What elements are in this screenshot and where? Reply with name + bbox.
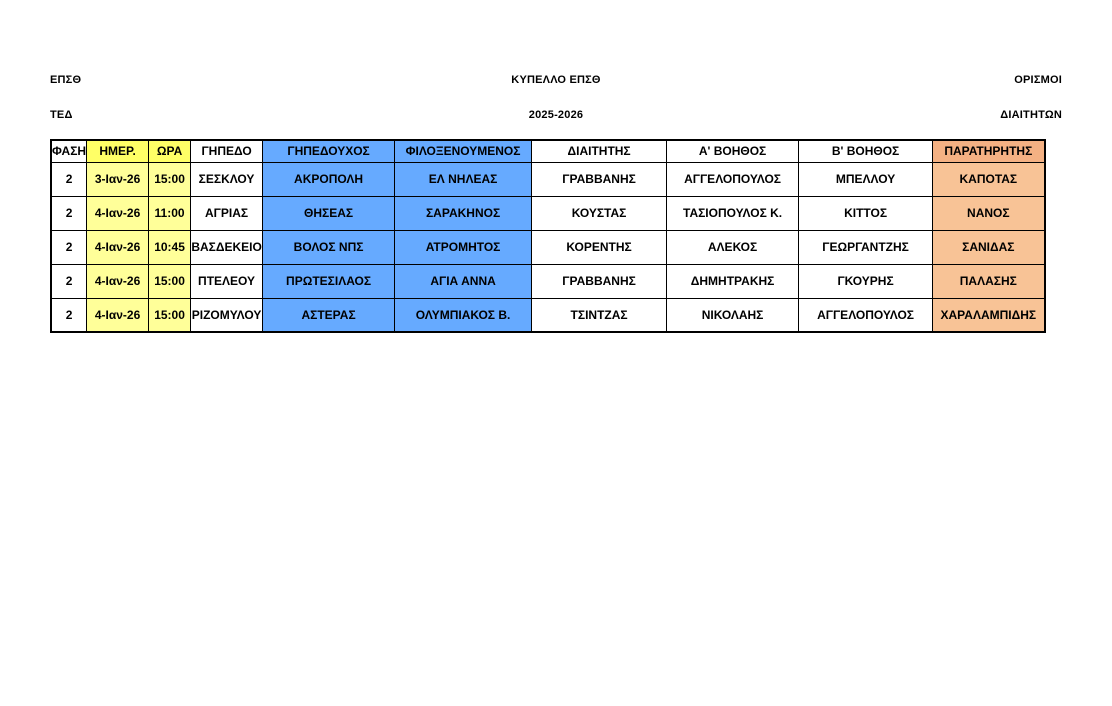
cell-referee: ΓΡΑΒΒΑΝΗΣ [532,162,667,196]
cell-phase: 2 [51,162,87,196]
cell-venue: ΡΙΖΟΜΥΛΟΥ [191,298,263,332]
cell-observer: ΚΑΠΟΤΑΣ [933,162,1045,196]
column-header-date: ΗΜΕΡ. [87,140,149,162]
column-header-referee: ΔΙΑΙΤΗΤΗΣ [532,140,667,162]
table-header-row [51,140,1045,162]
cell-away-team: ΣΑΡΑΚΗΝΟΣ [395,196,532,230]
header-association-name: ΕΠΣΘ [50,73,82,86]
column-header-time: ΩΡΑ [149,140,191,162]
cell-phase: 2 [51,196,87,230]
table-row [51,230,1045,264]
schedule-table-wrapper [50,139,1046,333]
cell-referee: ΤΣΙΝΤΖΑΣ [532,298,667,332]
schedule-table [50,139,1046,333]
cell-phase: 2 [51,264,87,298]
table-row [51,264,1045,298]
column-header-assistant-1: Α' ΒΟΗΘΟΣ [667,140,799,162]
cell-away-team: ΕΛ ΝΗΛΕΑΣ [395,162,532,196]
column-header-away-team: ΦΙΛΟΞΕΝΟΥΜΕΝΟΣ [395,140,532,162]
cell-observer: ΠΑΛΑΣΗΣ [933,264,1045,298]
cell-assistant-2: ΓΕΩΡΓΑΝΤΖΗΣ [799,230,933,264]
cell-venue: ΣΕΣΚΛΟΥ [191,162,263,196]
cell-home-team: ΑΣΤΕΡΑΣ [263,298,395,332]
cell-away-team: ΟΛΥΜΠΙΑΚΟΣ Β. [395,298,532,332]
column-header-assistant-2: Β' ΒΟΗΘΟΣ [799,140,933,162]
cell-venue: ΑΓΡΙΑΣ [191,196,263,230]
cell-time: 11:00 [149,196,191,230]
cell-referee: ΚΟΥΣΤΑΣ [532,196,667,230]
cell-date: 4-Ιαν-26 [87,196,149,230]
column-header-home-team: ΓΗΠΕΔΟΥΧΟΣ [263,140,395,162]
cell-assistant-1: ΑΛΕΚΟΣ [667,230,799,264]
document-header [50,62,1062,132]
column-header-phase: ΦΑΣΗ [51,140,87,162]
cell-assistant-2: ΜΠΕΛΛΟΥ [799,162,933,196]
cell-observer: ΧΑΡΑΛΑΜΠΙΔΗΣ [933,298,1045,332]
cell-home-team: ΑΚΡΟΠΟΛΗ [263,162,395,196]
cell-assistant-2: ΚΙΤΤΟΣ [799,196,933,230]
cell-phase: 2 [51,298,87,332]
cell-referee: ΓΡΑΒΒΑΝΗΣ [532,264,667,298]
table-header [51,140,1045,162]
cell-observer: ΝΑΝΟΣ [933,196,1045,230]
header-competition-title: ΚΥΠΕΛΛΟ ΕΠΣΘ [511,73,601,86]
cell-date: 4-Ιαν-26 [87,264,149,298]
cell-assistant-1: ΤΑΣΙΟΠΟΥΛΟΣ Κ. [667,196,799,230]
cell-time: 15:00 [149,264,191,298]
column-header-venue: ΓΗΠΕΔΟ [191,140,263,162]
table-body [51,162,1045,332]
cell-assistant-2: ΑΓΓΕΛΟΠΟΥΛΟΣ [799,298,933,332]
cell-assistant-2: ΓΚΟΥΡΗΣ [799,264,933,298]
header-row-2 [50,97,1062,132]
cell-date: 4-Ιαν-26 [87,230,149,264]
cell-assistant-1: ΝΙΚΟΛΑΗΣ [667,298,799,332]
table-row [51,162,1045,196]
header-committee-label: ΤΕΔ [50,108,73,121]
table-row [51,298,1045,332]
column-header-observer: ΠΑΡΑΤΗΡΗΤΗΣ [933,140,1045,162]
cell-observer: ΣΑΝΙΔΑΣ [933,230,1045,264]
cell-phase: 2 [51,230,87,264]
cell-date: 4-Ιαν-26 [87,298,149,332]
cell-venue: ΠΤΕΛΕΟΥ [191,264,263,298]
cell-date: 3-Ιαν-26 [87,162,149,196]
cell-home-team: ΘΗΣΕΑΣ [263,196,395,230]
header-appointments-label: ΟΡΙΣΜΟΙ [1014,73,1062,86]
cell-home-team: ΠΡΩΤΕΣΙΛΑΟΣ [263,264,395,298]
cell-venue: ΒΑΣΔΕΚΕΙΟ [191,230,263,264]
cell-home-team: ΒΟΛΟΣ ΝΠΣ [263,230,395,264]
header-season: 2025-2026 [528,108,584,121]
cell-time: 15:00 [149,162,191,196]
cell-assistant-1: ΔΗΜΗΤΡΑΚΗΣ [667,264,799,298]
cell-time: 15:00 [149,298,191,332]
header-referees-label: ΔΙΑΙΤΗΤΩΝ [1000,108,1062,121]
header-row-1 [50,62,1062,97]
cell-referee: ΚΟΡΕΝΤΗΣ [532,230,667,264]
cell-away-team: ΑΓΙΑ ΑΝΝΑ [395,264,532,298]
cell-assistant-1: ΑΓΓΕΛΟΠΟΥΛΟΣ [667,162,799,196]
cell-away-team: ΑΤΡΟΜΗΤΟΣ [395,230,532,264]
cell-time: 10:45 [149,230,191,264]
table-row [51,196,1045,230]
